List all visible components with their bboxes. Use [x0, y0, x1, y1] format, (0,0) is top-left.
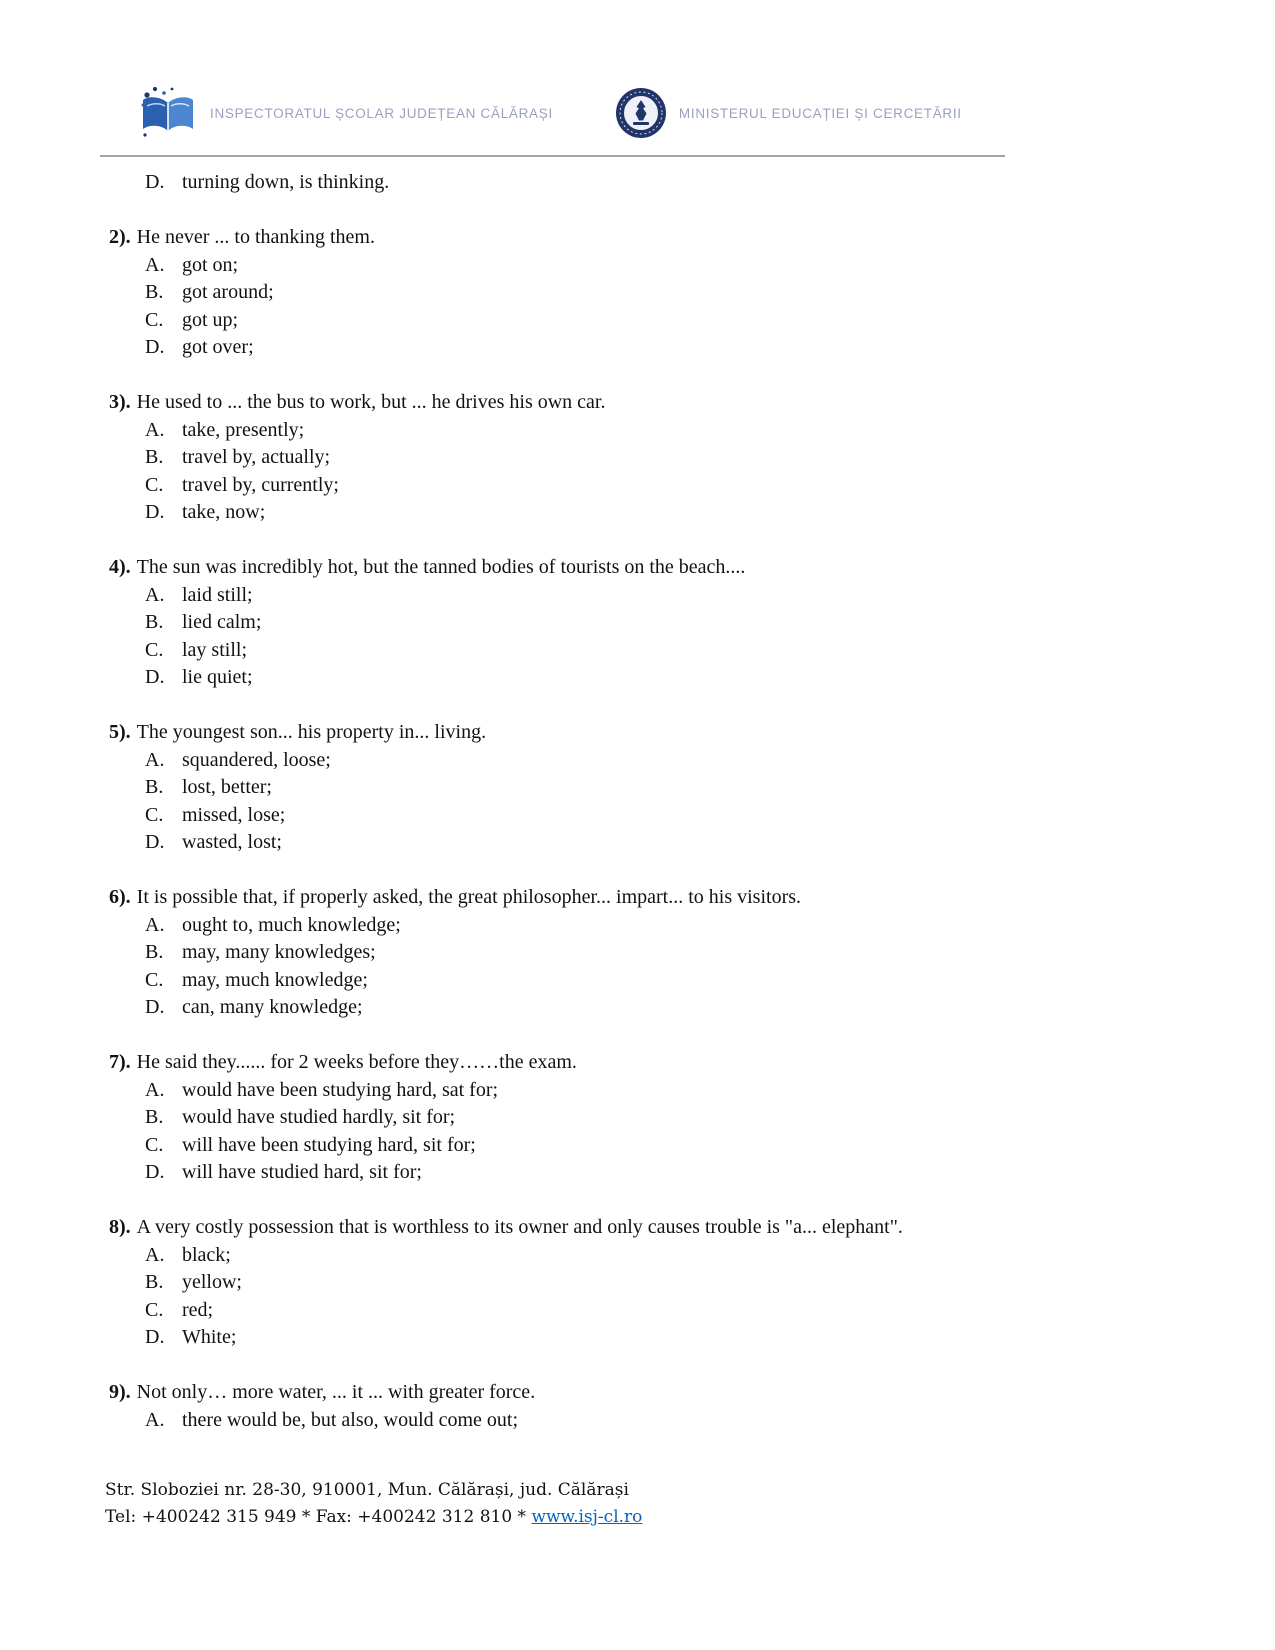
option-label: D. — [145, 501, 165, 523]
option-text: travel by, actually; — [182, 446, 331, 468]
header — [138, 84, 962, 142]
question-stem — [109, 1049, 1215, 1077]
option-list — [145, 417, 1215, 527]
option-text: got around; — [182, 281, 274, 303]
question-stem — [109, 719, 1215, 747]
question-number: 4). — [109, 556, 131, 578]
option-text: take, presently; — [182, 418, 305, 441]
option-list — [145, 582, 1215, 692]
option-row — [145, 334, 1215, 362]
option-row — [145, 1077, 1215, 1105]
questions — [105, 224, 1215, 1434]
option-list — [145, 912, 1215, 1022]
question-text: The youngest son... his property in... living. — [136, 721, 487, 743]
option-list — [145, 1407, 1215, 1435]
option-list — [145, 1077, 1215, 1187]
option-text: may, much knowledge; — [182, 968, 368, 991]
question-number: 5). — [109, 721, 131, 743]
option-label: A. — [145, 583, 165, 606]
option-row — [145, 994, 1215, 1022]
option-text: take, now; — [182, 501, 266, 523]
option-text: got over; — [182, 336, 254, 358]
option-label: B. — [145, 1271, 164, 1293]
question-stem — [109, 554, 1215, 582]
question-number: 9). — [109, 1381, 131, 1403]
option-text: laid still; — [182, 583, 253, 606]
question-stem — [109, 389, 1215, 417]
option-label: A. — [145, 1408, 165, 1431]
option-label: B. — [145, 281, 164, 303]
question-block — [105, 719, 1215, 857]
option-row — [145, 1407, 1215, 1435]
option-text: lost, better; — [182, 776, 272, 798]
option-label: D. — [145, 666, 165, 688]
footer-website-link[interactable]: www.isj-cl.ro — [531, 1507, 643, 1527]
option-label: A. — [145, 418, 165, 441]
left-org — [138, 84, 553, 142]
option-text: White; — [182, 1326, 237, 1348]
option-text: may, many knowledges; — [182, 941, 376, 963]
option-row — [145, 664, 1215, 692]
option-label: B. — [145, 446, 164, 468]
option-text: black; — [182, 1243, 231, 1266]
school-inspectorate-logo-icon — [138, 84, 198, 142]
option-row — [145, 829, 1215, 857]
option-label: C. — [145, 803, 164, 826]
question-text: Not only… more water, ... it ... with greater force. — [136, 1381, 536, 1403]
option-row — [145, 417, 1215, 445]
option-label: C. — [145, 473, 164, 496]
question-number: 2). — [109, 226, 131, 248]
option-label: A. — [145, 1243, 165, 1266]
question-text: He used to ... the bus to work, but ... he drives his own car. — [136, 391, 606, 413]
question-block — [105, 1214, 1215, 1352]
question-stem — [109, 224, 1215, 252]
option-row — [145, 939, 1215, 967]
option-label: D. — [145, 1161, 165, 1183]
option-row — [145, 582, 1215, 610]
option-row — [145, 499, 1215, 527]
option-list — [145, 1242, 1215, 1352]
footer-contact — [105, 1504, 642, 1531]
option-text: wasted, lost; — [182, 831, 282, 853]
option-row — [145, 1132, 1215, 1160]
option-row — [145, 1269, 1215, 1297]
option-row — [145, 802, 1215, 830]
option-text: can, many knowledge; — [182, 996, 363, 1018]
option-list — [145, 252, 1215, 362]
option-row — [145, 1242, 1215, 1270]
option-list — [145, 747, 1215, 857]
question-block — [105, 1049, 1215, 1187]
option-row — [145, 444, 1215, 472]
option-text: lie quiet; — [182, 666, 253, 688]
option-row — [145, 307, 1215, 335]
question-text: A very costly possession that is worthless to its owner and only causes trouble is "a... elephant". — [136, 1216, 903, 1238]
option-row — [145, 472, 1215, 500]
question-text: He said they...... for 2 weeks before they……the exam. — [136, 1051, 577, 1073]
option-text: missed, lose; — [182, 803, 286, 826]
option-row — [145, 912, 1215, 940]
question-stem — [109, 884, 1215, 912]
orphan-option-row — [145, 169, 1215, 197]
option-label: A. — [145, 913, 165, 936]
option-text: got up; — [182, 308, 239, 331]
option-text: got on; — [182, 253, 239, 276]
option-row — [145, 967, 1215, 995]
option-label: C. — [145, 1298, 164, 1321]
question-block — [105, 389, 1215, 527]
option-row — [145, 609, 1215, 637]
option-row — [145, 774, 1215, 802]
option-text: red; — [182, 1298, 214, 1321]
option-label: C. — [145, 968, 164, 991]
right-org — [615, 87, 962, 139]
option-row — [145, 1297, 1215, 1325]
footer — [105, 1477, 642, 1531]
option-label: B. — [145, 941, 164, 963]
question-number: 7). — [109, 1051, 131, 1073]
header-divider — [100, 155, 1005, 157]
option-label: A. — [145, 1078, 165, 1101]
question-block — [105, 884, 1215, 1022]
right-org-name: MINISTERUL EDUCAȚIEI ȘI CERCETĂRII — [678, 105, 962, 121]
option-row — [145, 637, 1215, 665]
option-row — [145, 747, 1215, 775]
question-text: The sun was incredibly hot, but the tanned bodies of tourists on the beach.... — [136, 556, 746, 578]
option-text: would have been studying hard, sat for; — [182, 1078, 499, 1101]
option-label: D. — [145, 996, 165, 1018]
question-stem — [109, 1214, 1215, 1242]
option-label: C. — [145, 1133, 164, 1156]
question-number: 8). — [109, 1216, 131, 1238]
question-block — [105, 224, 1215, 362]
option-label: B. — [145, 1106, 164, 1128]
option-text: will have studied hard, sit for; — [182, 1161, 422, 1183]
option-label: B. — [145, 776, 164, 798]
option-text: lay still; — [182, 638, 247, 661]
option-label: C. — [145, 638, 164, 661]
option-row — [145, 279, 1215, 307]
question-text: It is possible that, if properly asked, the great philosopher... impart... to his visitors. — [136, 886, 802, 908]
footer-telfax: Tel: +400242 315 949 * Fax: +400242 312 810 * — [105, 1507, 532, 1527]
option-label: D. — [145, 1326, 165, 1348]
option-text: would have studied hardly, sit for; — [182, 1106, 456, 1128]
option-text: travel by, currently; — [182, 473, 339, 496]
option-label: D. — [145, 831, 165, 853]
option-row — [145, 1324, 1215, 1352]
option-text: lied calm; — [182, 611, 262, 633]
option-row — [145, 252, 1215, 280]
left-org-name: INSPECTORATUL ȘCOLAR JUDEȚEAN CĂLĂRAȘI — [210, 105, 553, 121]
question-number: 3). — [109, 391, 131, 413]
question-block — [105, 1379, 1215, 1434]
option-label: B. — [145, 611, 164, 633]
option-label: C. — [145, 308, 164, 331]
option-text: yellow; — [182, 1271, 242, 1293]
option-label: D. — [145, 336, 165, 358]
content — [105, 169, 1215, 1462]
question-block — [105, 554, 1215, 692]
question-text: He never ... to thanking them. — [136, 226, 375, 248]
option-row — [145, 1159, 1215, 1187]
ministry-seal-icon — [615, 87, 667, 139]
option-row — [145, 1104, 1215, 1132]
option-text: ought to, much knowledge; — [182, 913, 401, 936]
option-text: will have been studying hard, sit for; — [182, 1133, 476, 1156]
option-label: A. — [145, 748, 165, 771]
option-text: squandered, loose; — [182, 748, 331, 771]
option-label: A. — [145, 253, 165, 276]
option-text: turning down, is thinking. — [182, 171, 390, 193]
option-text: there would be, but also, would come out; — [182, 1408, 519, 1431]
question-stem — [109, 1379, 1215, 1407]
option-label: D. — [145, 171, 165, 193]
question-number: 6). — [109, 886, 131, 908]
footer-address: Str. Sloboziei nr. 28-30, 910001, Mun. Călărași, jud. Călărași — [105, 1480, 629, 1500]
